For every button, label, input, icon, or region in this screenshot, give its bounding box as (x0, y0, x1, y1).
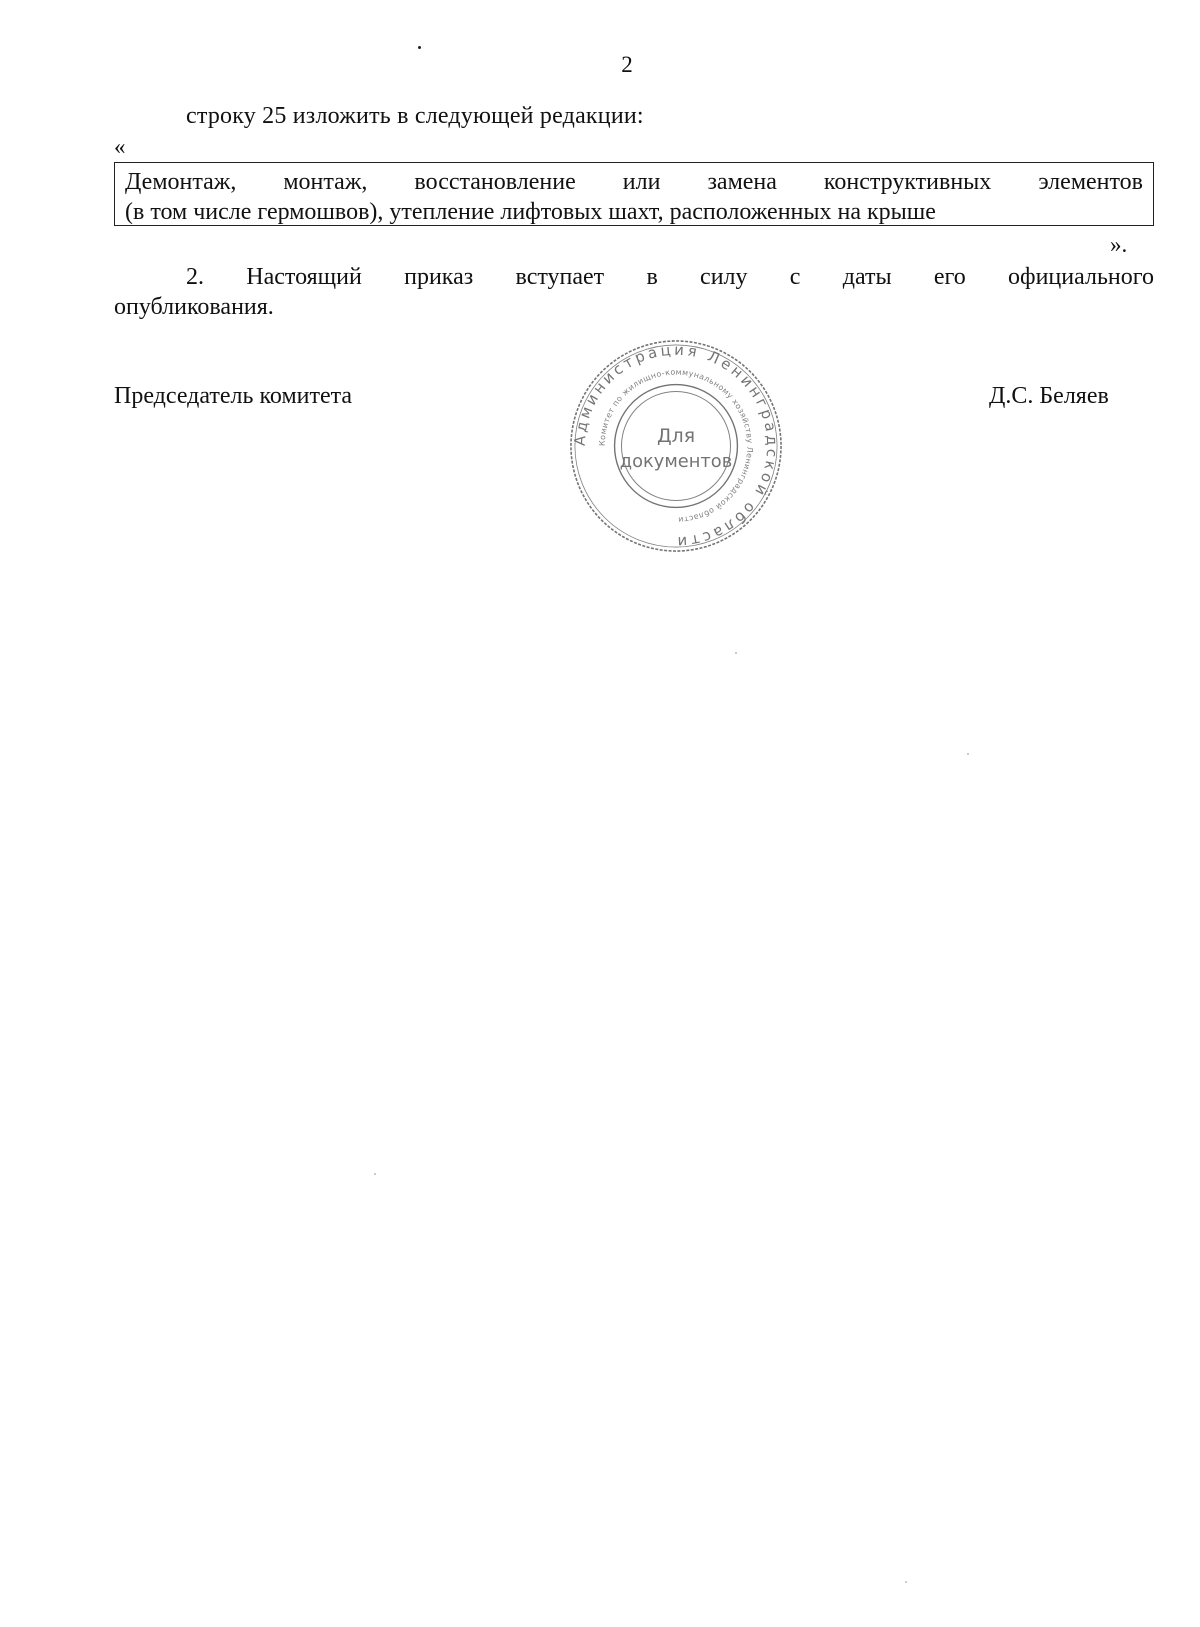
amendment-intro: строку 25 изложить в следующей редакции: (186, 103, 644, 129)
seal-inner-text: Комитет по жилищно-коммунальному хозяйству Ленинградской области (597, 367, 755, 525)
seal-outer-text: Администрация Ленинградской области (570, 340, 782, 552)
signatory-title: Председатель комитета (114, 383, 353, 409)
scan-speck (905, 1581, 907, 1583)
effective-date-paragraph (114, 262, 1154, 322)
paragraph-line1: 2. Настоящий приказ вступает в силу с даты его официального (186, 264, 1154, 290)
scan-speck (735, 652, 737, 654)
amended-row-text-line2: (в том числе гермошвов), утепление лифтовых шахт, расположенных на крыше (125, 199, 936, 225)
amended-row-text-line1: Демонтаж, монтаж, восстановление или замена конструктивных элементов (125, 169, 1143, 195)
paragraph-line2: опубликования. (114, 294, 274, 320)
page-number: 2 (621, 52, 633, 77)
scan-speck (967, 753, 969, 755)
closing-quote: ». (1110, 232, 1128, 257)
scan-speck (418, 46, 421, 49)
scan-speck (374, 1173, 376, 1175)
seal-center-line1: Для (656, 426, 696, 448)
amended-row-box (114, 162, 1154, 226)
signatory-name: Д.С. Беляев (989, 383, 1109, 409)
seal-center-line2: документов (619, 450, 733, 472)
opening-quote: « (114, 134, 126, 159)
official-seal-stamp (567, 337, 785, 555)
